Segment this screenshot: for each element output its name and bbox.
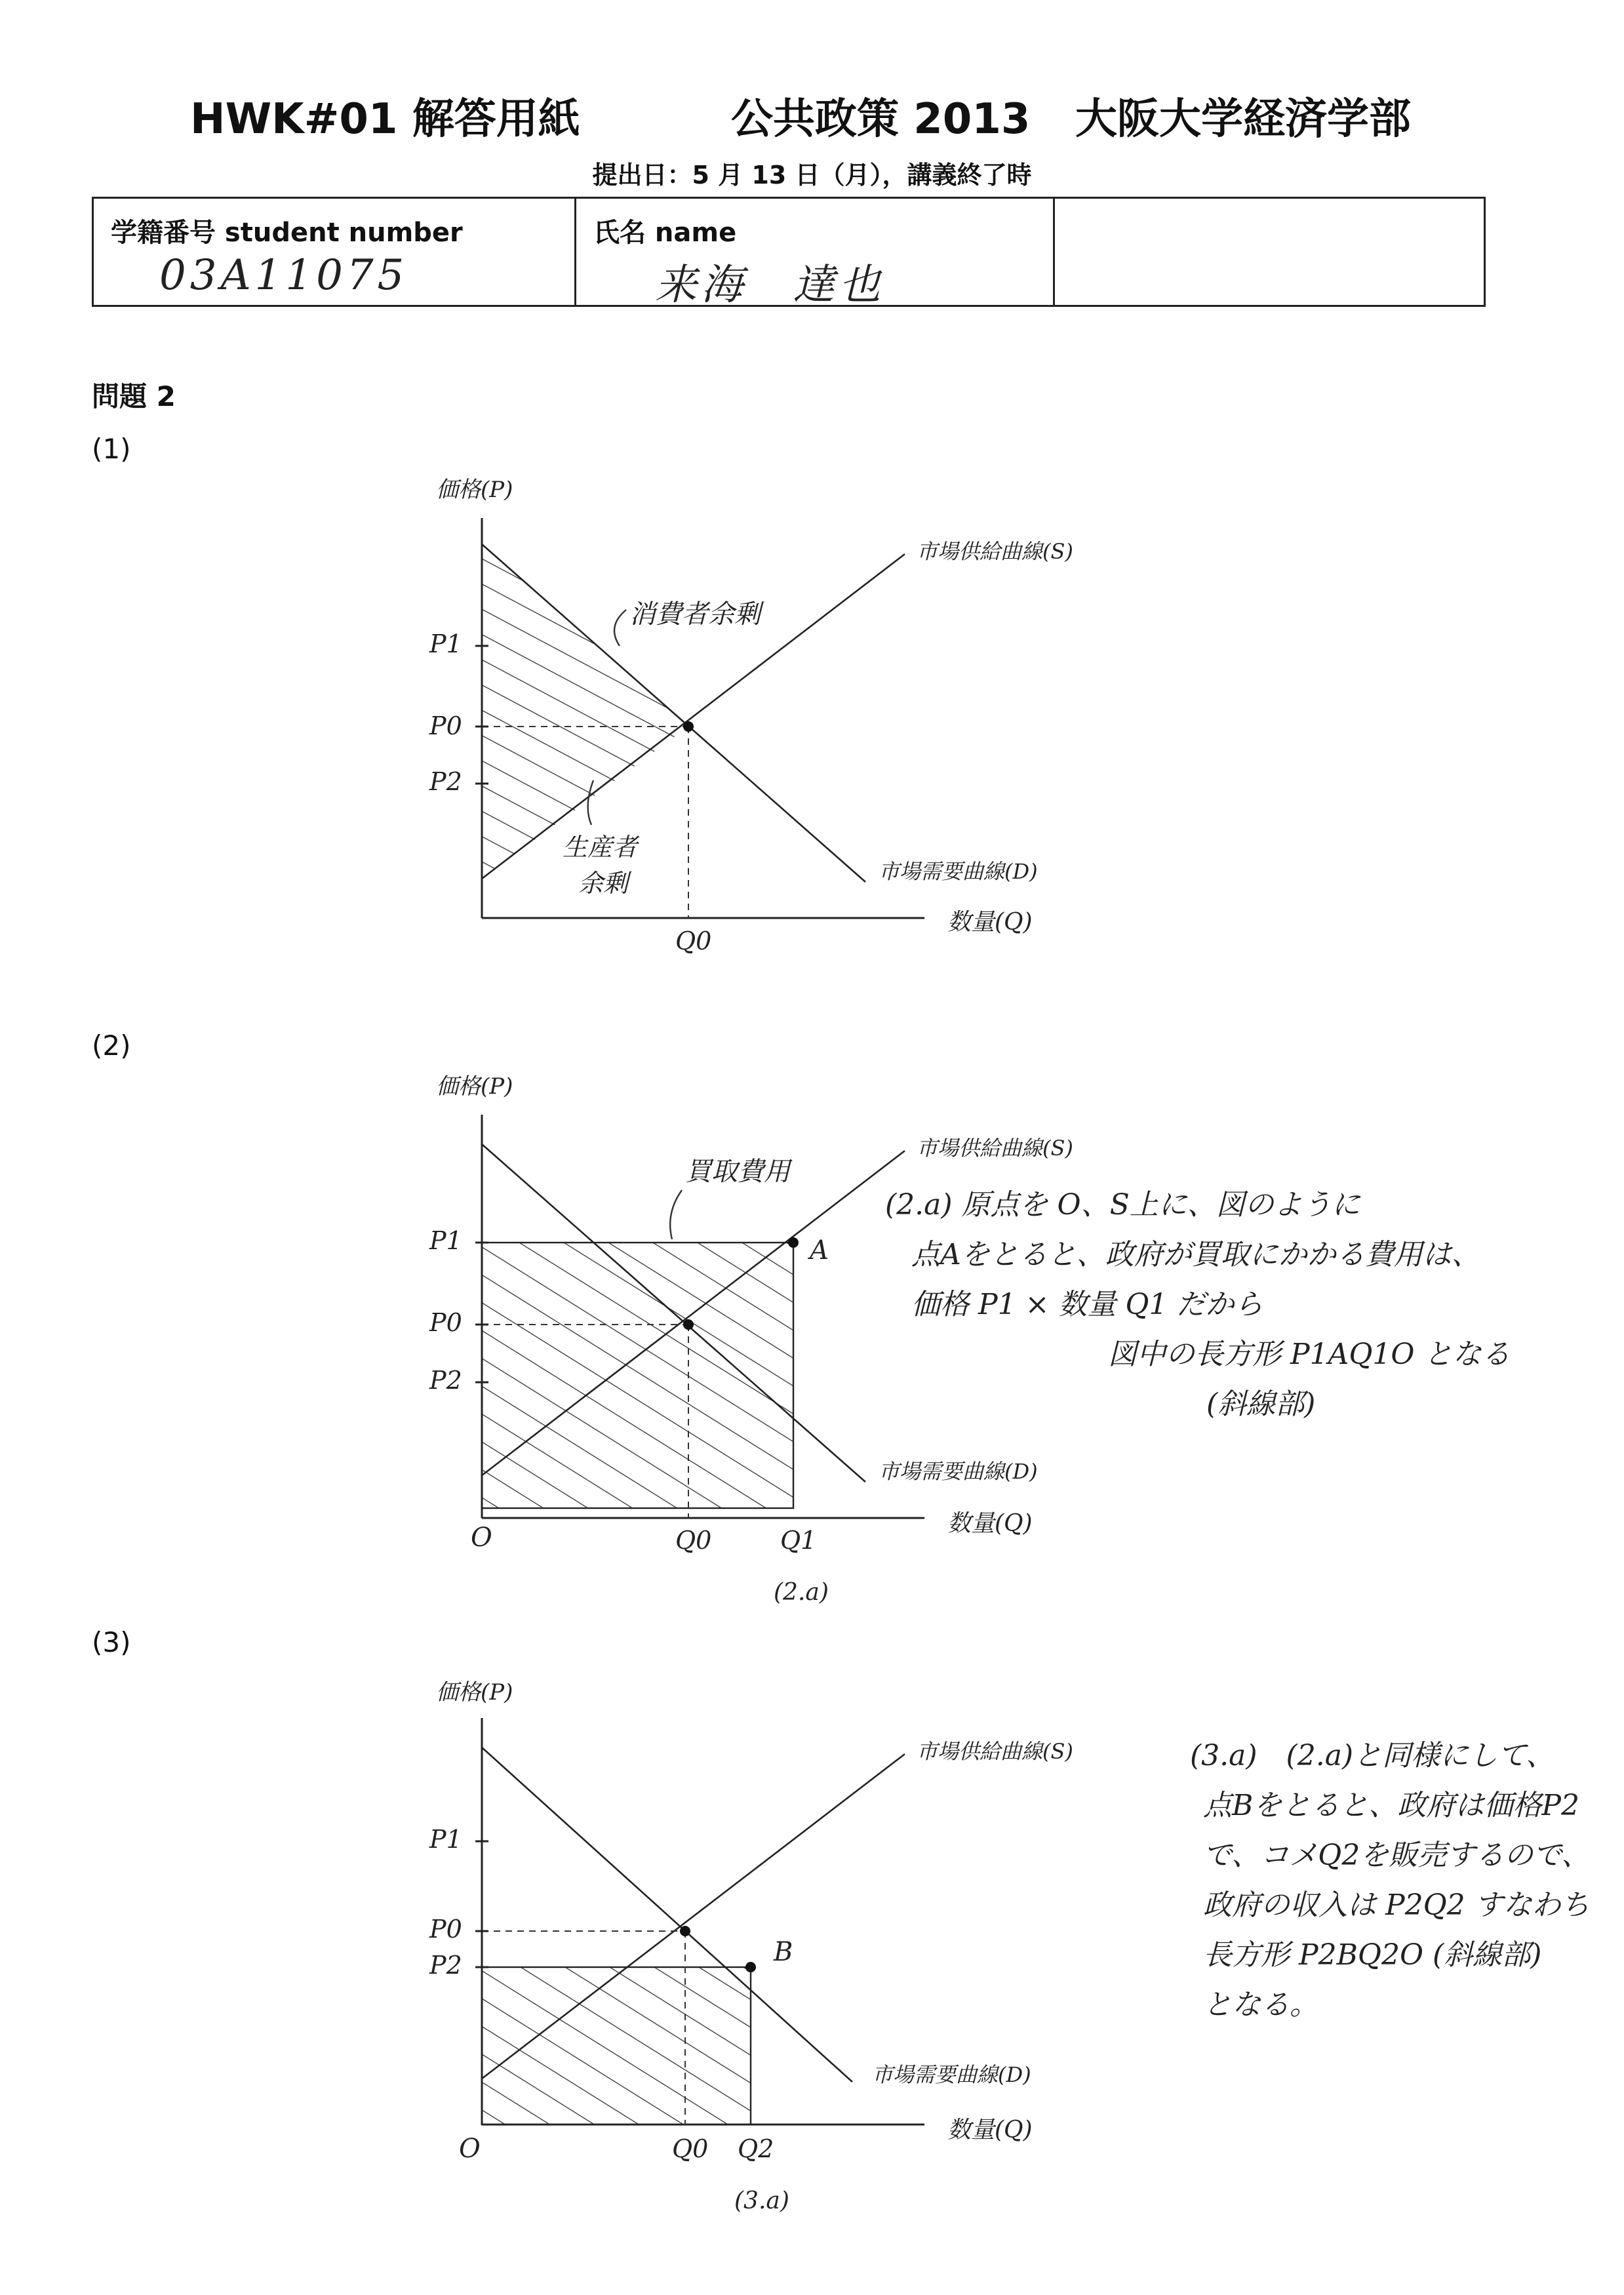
tick-label-p0: P0 bbox=[429, 1308, 462, 1337]
question-heading: 問題 2 bbox=[92, 380, 176, 412]
homework-title: HWK#01 解答用紙 bbox=[190, 95, 580, 144]
tick-label-p1: P1 bbox=[429, 1226, 462, 1255]
part-3-note-line-1: (3.a) (2.a)と同様にして、 bbox=[1190, 1739, 1555, 1772]
tick-label-q0: Q0 bbox=[672, 2134, 709, 2163]
supply-label: 市場供給曲線(S) bbox=[917, 1739, 1073, 1764]
supply-label: 市場供給曲線(S) bbox=[917, 1136, 1073, 1161]
demand-label: 市場需要曲線(D) bbox=[879, 859, 1038, 884]
origin-label: O bbox=[471, 1523, 492, 1553]
tick-label-p1: P1 bbox=[429, 1825, 462, 1854]
origin-label: O bbox=[459, 2134, 481, 2164]
producer-surplus-label-1: 生産者 bbox=[563, 833, 638, 862]
x-axis-label: 数量(Q) bbox=[947, 2117, 1033, 2144]
part-3-note-line-3: で、コメQ2を販売するので、 bbox=[1203, 1839, 1591, 1872]
part-1-label: (1) bbox=[92, 433, 131, 465]
point-a-label: A bbox=[810, 1235, 829, 1266]
part-2-note-line-4: 図中の長方形 P1AQ1O となる bbox=[1108, 1338, 1511, 1371]
tick-label-p2: P2 bbox=[429, 767, 462, 796]
y-axis-label: 価格(P) bbox=[436, 1679, 513, 1706]
supply-label: 市場供給曲線(S) bbox=[917, 539, 1073, 564]
name-label: 氏名 name bbox=[593, 218, 737, 248]
demand-label: 市場需要曲線(D) bbox=[872, 2062, 1031, 2087]
point-b bbox=[745, 1962, 756, 1972]
tick-label-p2: P2 bbox=[429, 1951, 462, 1980]
part-3-note-line-5: 長方形 P2BQ2O (斜線部) bbox=[1203, 1938, 1542, 1972]
course-title: 公共政策 2013 bbox=[731, 95, 1031, 144]
part-3-label: (3) bbox=[92, 1626, 131, 1658]
figure-2-caption: (2.a) bbox=[774, 1579, 829, 1606]
part-2-note-line-5: (斜線部) bbox=[1206, 1387, 1316, 1421]
part-3-explanation bbox=[1190, 1731, 1590, 2030]
part-2-note-line-1: (2.a) 原点を O、S上に、図のように bbox=[885, 1188, 1360, 1222]
revenue-area bbox=[482, 1967, 751, 2125]
tick-label-p0: P0 bbox=[429, 711, 462, 740]
consumer-surplus-label: 消費者余剰 bbox=[629, 599, 761, 629]
part-2-label: (2) bbox=[92, 1029, 131, 1062]
y-axis-label: 価格(P) bbox=[436, 477, 513, 503]
submission-date: 提出日：5 月 13 日（月），講義終了時 bbox=[592, 161, 1032, 190]
tick-label-q2: Q2 bbox=[738, 2134, 774, 2163]
y-axis-label: 価格(P) bbox=[436, 1073, 513, 1100]
part-2-note-line-2: 点Aをとると、政府が買取にかかる費用は、 bbox=[911, 1238, 1480, 1271]
part-2-note-line-3: 価格 P1 × 数量 Q1 だから bbox=[911, 1288, 1263, 1321]
department-title: 大阪大学経済学部 bbox=[1075, 95, 1411, 144]
point-b-label: B bbox=[774, 1937, 793, 1967]
x-axis-label: 数量(Q) bbox=[947, 1510, 1033, 1537]
demand-label: 市場需要曲線(D) bbox=[879, 1459, 1038, 1484]
figure-3-caption: (3.a) bbox=[734, 2187, 789, 2214]
part-3-note-line-4: 政府の収入は P2Q2 すなわち bbox=[1203, 1888, 1590, 1922]
tick-label-q0: Q0 bbox=[675, 927, 712, 955]
part-3-note-line-6: となる。 bbox=[1203, 1988, 1318, 2022]
name-value: 来海 達也 bbox=[655, 261, 884, 309]
student-number-value: 03A11075 bbox=[159, 251, 408, 300]
tick-label-q1: Q1 bbox=[780, 1526, 817, 1555]
tick-label-p2: P2 bbox=[429, 1366, 462, 1395]
producer-surplus-label-2: 余剰 bbox=[578, 869, 629, 898]
part-3-note-line-2: 点Bをとると、政府は価格P2 bbox=[1203, 1789, 1579, 1822]
student-number-label: 学籍番号 student number bbox=[111, 218, 463, 248]
tick-label-q0: Q0 bbox=[675, 1526, 712, 1555]
tick-label-p1: P1 bbox=[429, 629, 462, 658]
x-axis-label: 数量(Q) bbox=[947, 909, 1033, 936]
purchase-cost-label: 買取費用 bbox=[685, 1157, 790, 1187]
tick-label-p0: P0 bbox=[429, 1915, 462, 1944]
equilibrium-point bbox=[680, 1926, 690, 1936]
